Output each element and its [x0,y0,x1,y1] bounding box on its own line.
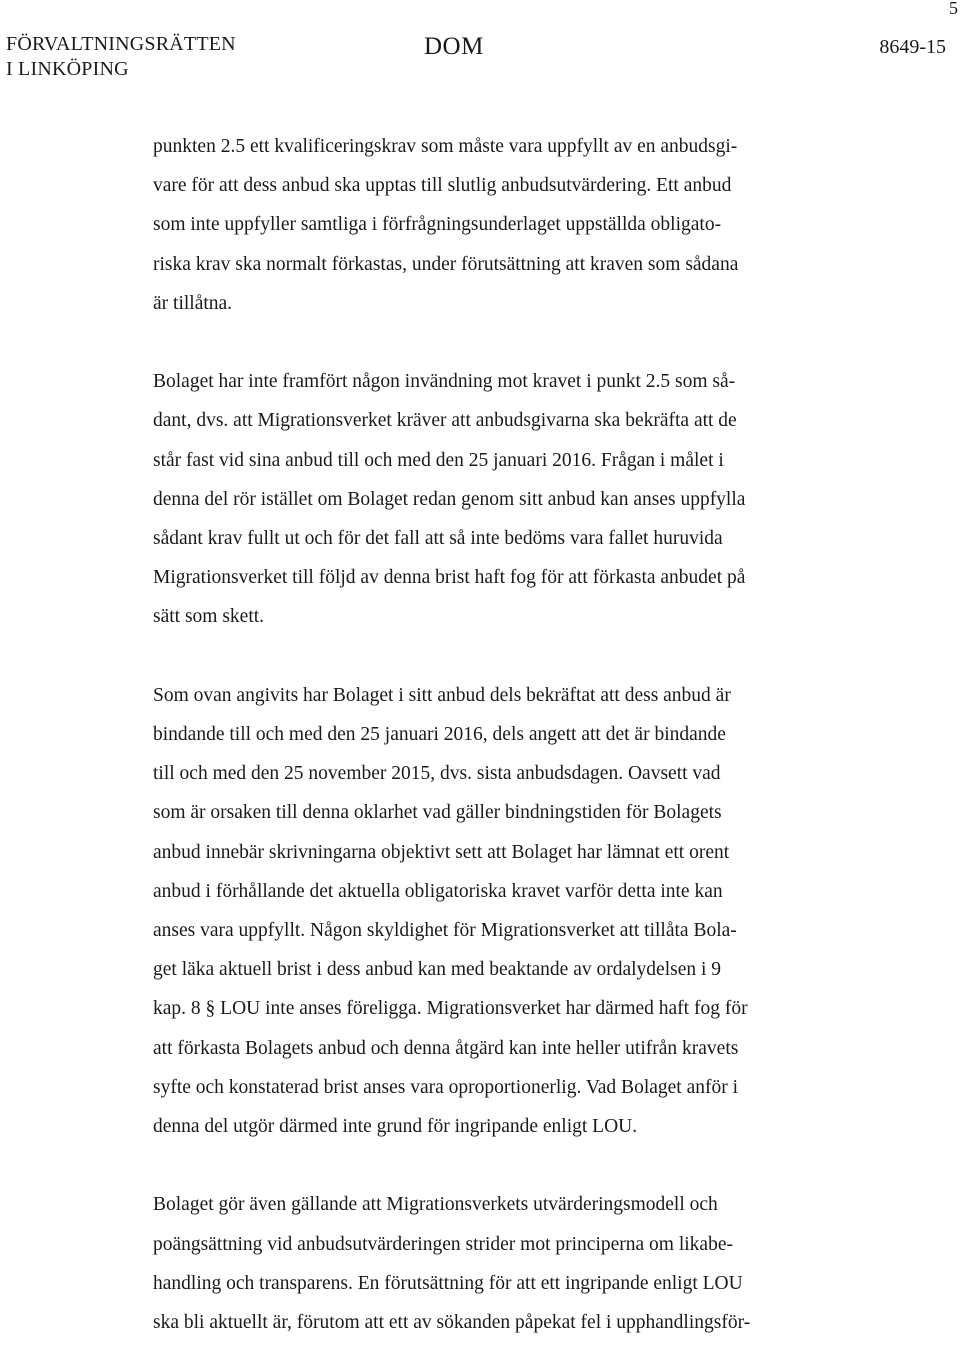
court-name [6,32,236,82]
text-line: Migrationsverket till följd av denna brist haft fog för att förkasta anbudet på [153,567,746,589]
text-line: sätt som skett. [153,606,265,628]
paragraph-4 [153,1185,853,1342]
text-line: denna del rör istället om Bolaget redan genom sitt anbud kan anses uppfylla [153,488,746,510]
court-name-line-2: I LINKÖPING [6,58,129,80]
text-line: kap. 8 § LOU inte anses föreligga. Migrationsverket har därmed haft fog för [153,998,748,1020]
text-line: att förkasta Bolagets anbud och denna åtgärd kan inte heller utifrån kravets [153,1037,739,1059]
text-line: anbud innebär skrivningarna objektivt sett att Bolaget har lämnat ett orent [153,841,730,863]
text-line: poängsättning vid anbudsutvärderingen strider mot principerna om likabe- [153,1233,733,1255]
document-type: DOM [424,33,484,60]
text-line: punkten 2.5 ett kvalificeringskrav som måste vara uppfyllt av en anbudsgi- [153,136,738,157]
document-body [153,127,853,1342]
text-line: riska krav ska normalt förkastas, under förutsättning att kraven som sådana [153,253,739,275]
text-line: denna del utgör därmed inte grund för ingripande enligt LOU. [153,1116,638,1138]
text-line: Bolaget har inte framfört någon invändning mot kravet i punkt 2.5 som så- [153,371,736,393]
text-line: handling och transparens. En förutsättning för att ett ingripande enligt LOU [153,1272,743,1294]
text-line: Bolaget gör även gällande att Migrationsverkets utvärderingsmodell och [153,1194,718,1216]
text-line: get läka aktuell brist i dess anbud kan med beaktande av ordalydelsen i 9 [153,959,722,981]
text-line: bindande till och med den 25 januari 2016, dels angett att det är bindande [153,724,726,746]
text-line: till och med den 25 november 2015, dvs. sista anbudsdagen. Oavsett vad [153,763,721,785]
case-number: 8649-15 [879,36,946,58]
text-line: sådant krav fullt ut och för det fall att så inte bedöms vara fallet huruvida [153,528,723,550]
document-header [6,32,946,92]
text-line: dant, dvs. att Migrationsverket kräver att anbudsgivarna ska bekräfta att de [153,410,737,432]
paragraph-spacer [153,323,853,362]
court-name-line-1: FÖRVALTNINGSRÄTTEN [6,33,236,55]
text-line: vare för att dess anbud ska upptas till slutlig anbudsutvärdering. Ett anbud [153,175,732,197]
paragraph-2 [153,362,853,636]
paragraph-spacer [153,1146,853,1185]
text-line: som är orsaken till denna oklarhet vad gäller bindningstiden för Bolagets [153,802,722,824]
text-line: är tillåtna. [153,292,233,314]
paragraph-spacer [153,637,853,676]
text-line: anses vara uppfyllt. Någon skyldighet för Migrationsverket att tillåta Bola- [153,920,737,942]
paragraph-1 [153,127,853,323]
text-line: står fast vid sina anbud till och med den 25 januari 2016. Frågan i målet i [153,449,724,471]
text-line: som inte uppfyller samtliga i förfrågningsunderlaget uppställda obligato- [153,214,722,236]
text-line: ska bli aktuellt är, förutom att ett av sökanden påpekat fel i upphandlingsför- [153,1312,751,1334]
paragraph-3 [153,676,853,1146]
text-line: syfte och konstaterad brist anses vara oproportionerlig. Vad Bolaget anför i [153,1076,739,1098]
text-line: anbud i förhållande det aktuella obligatoriska kravet varför detta inte kan [153,880,723,902]
page-number: 5 [949,0,958,18]
text-line: Som ovan angivits har Bolaget i sitt anbud dels bekräftat att dess anbud är [153,684,731,706]
